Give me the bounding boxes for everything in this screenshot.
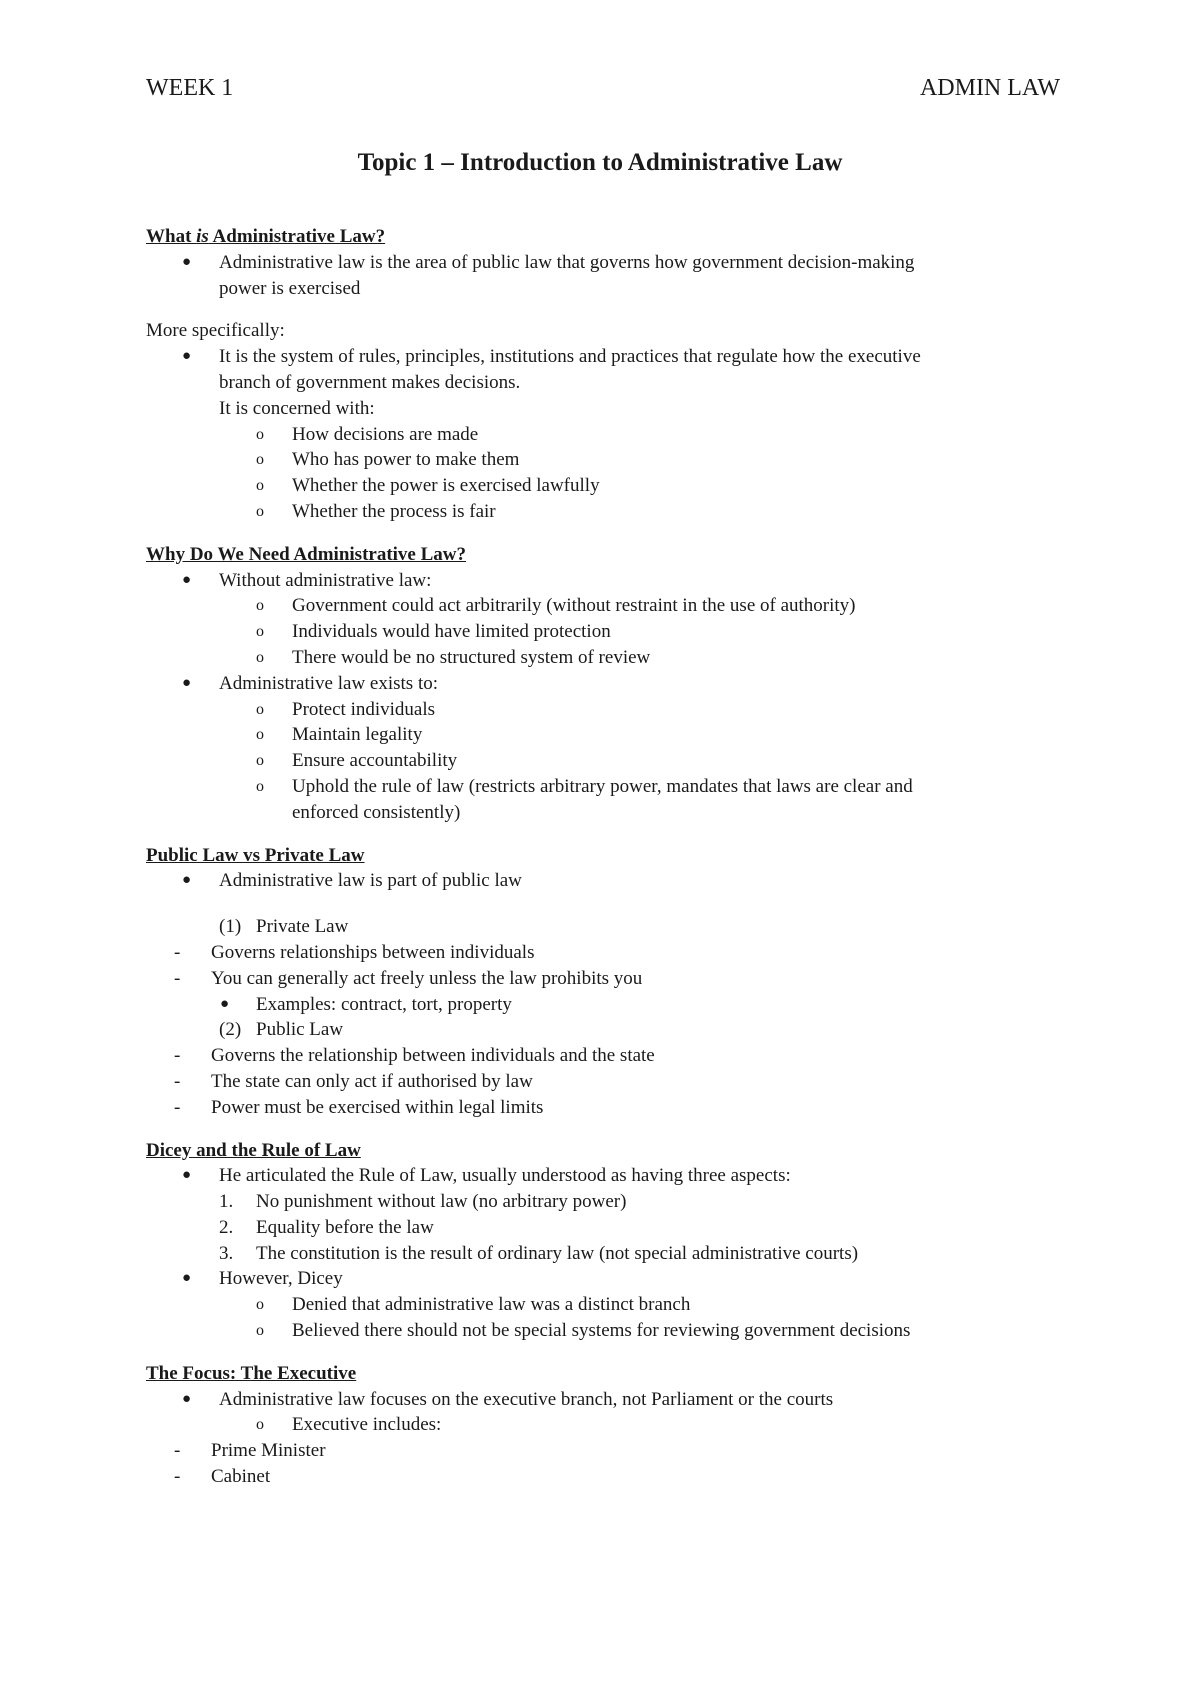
sub-bullet-item: o How decisions are made [146,422,1066,448]
dash-icon: - [174,1440,181,1462]
circle-bullet-icon: o [256,777,264,795]
sub-bullet-item: o Executive includes: [146,1412,1066,1438]
sub-bullet-item: o Whether the process is fair [146,499,1066,525]
sub-bullet-item: o Protect individuals [146,697,1066,723]
bullet-continuation: It is concerned with: [219,397,375,419]
section-heading-why: Why Do We Need Administrative Law? [146,543,467,565]
document-body [146,224,1066,1490]
dash-icon: - [174,1045,181,1067]
circle-bullet-icon: o [256,752,264,770]
circle-bullet-icon: o [256,502,264,520]
circle-bullet-icon: o [256,1296,264,1314]
sub-bullet-item: o Ensure accountability [146,748,1066,774]
bullet-item: ● He articulated the Rule of Law, usually understood as having three aspects: [146,1163,1066,1189]
dash-item: - Cabinet [146,1464,1066,1490]
section-heading-dicey: Dicey and the Rule of Law [146,1139,361,1161]
sub-bullet-item: o Who has power to make them [146,447,1066,473]
circle-bullet-icon: o [256,597,264,615]
dash-icon: - [174,941,181,963]
bullet-icon: ● [182,571,192,588]
bullet-item: ● Administrative law exists to: [146,671,1066,697]
circle-bullet-icon: o [256,700,264,718]
sub-bullet-continuation: enforced consistently) [292,801,461,823]
section-heading-what: What is Administrative Law? [146,226,386,247]
bullet-item: ● Administrative law focuses on the executive branch, not Parliament or the courts [146,1387,1066,1413]
circle-bullet-icon: o [256,477,264,495]
numbered-item: 1. No punishment without law (no arbitrary power) [219,1191,627,1213]
dash-icon: - [174,1070,181,1092]
sub-bullet-item: o Believed there should not be special systems for reviewing government decisions [146,1318,1066,1344]
sub-bullet-item: o Uphold the rule of law (restricts arbitrary power, mandates that laws are clear and [146,774,1066,800]
section-heading-public-private: Public Law vs Private Law [146,844,365,866]
dash-item: - Power must be exercised within legal limits [146,1095,1066,1121]
circle-bullet-icon: o [256,1416,264,1434]
document-title: Topic 1 – Introduction to Administrative Law [357,149,843,176]
dash-icon: - [174,967,181,989]
paragraph-more-specifically: More specifically: [146,320,285,342]
sub-bullet-item: o Government could act arbitrarily (without restraint in the use of authority) [146,593,1066,619]
circle-bullet-icon: o [256,648,264,666]
dash-item: - You can generally act freely unless the law prohibits you [146,966,1066,992]
dash-item: - Governs the relationship between individuals and the state [146,1043,1066,1069]
sub-bullet-item: o Maintain legality [146,722,1066,748]
dash-item: - Prime Minister [146,1438,1066,1464]
numbered-item: 3. The constitution is the result of ordinary law (not special administrative courts) [219,1242,859,1264]
numbered-heading: (1) Private Law [219,916,349,938]
sub-bullet-item: o Whether the power is exercised lawfully [146,473,1066,499]
circle-bullet-icon: o [256,1322,264,1340]
bullet-icon: ● [182,1270,192,1287]
page-header [146,74,1060,102]
sub-bullet-item: o Individuals would have limited protection [146,619,1066,645]
circle-bullet-icon: o [256,726,264,744]
section-heading-focus: The Focus: The Executive [146,1362,357,1384]
bullet-icon: ● [182,1167,192,1184]
bullet-item: ● Administrative law is the area of public law that governs how government decision-making [146,250,1066,276]
bullet-icon: ● [182,1390,192,1407]
sub-bullet-item: o There would be no structured system of review [146,645,1066,671]
dash-icon: - [174,1466,181,1488]
circle-bullet-icon: o [256,425,264,443]
bullet-item: ● Examples: contract, tort, property [146,992,1066,1018]
bullet-icon: ● [182,674,192,691]
bullet-item: ● It is the system of rules, principles, institutions and practices that regulate how the executive [146,344,1066,370]
bullet-item: ● However, Dicey [146,1266,1066,1292]
bullet-item: ● Administrative law is part of public law [146,868,1066,894]
sub-bullet-item: o Denied that administrative law was a distinct branch [146,1292,1066,1318]
bullet-icon: ● [182,872,192,889]
bullet-icon: ● [182,348,192,365]
bullet-item: ● Without administrative law: [146,568,1066,594]
dash-icon: - [174,1096,181,1118]
header-subject: ADMIN LAW [919,75,1060,101]
bullet-icon: ● [182,253,192,270]
circle-bullet-icon: o [256,623,264,641]
numbered-heading: (2) Public Law [219,1019,344,1041]
bullet-icon: ● [220,995,230,1012]
dash-item: - The state can only act if authorised by law [146,1069,1066,1095]
bullet-continuation: power is exercised [219,277,361,299]
numbered-item: 2. Equality before the law [219,1216,434,1238]
bullet-continuation: branch of government makes decisions. [219,371,521,393]
dash-item: - Governs relationships between individuals [146,940,1066,966]
header-week: WEEK 1 [146,75,234,101]
circle-bullet-icon: o [256,451,264,469]
